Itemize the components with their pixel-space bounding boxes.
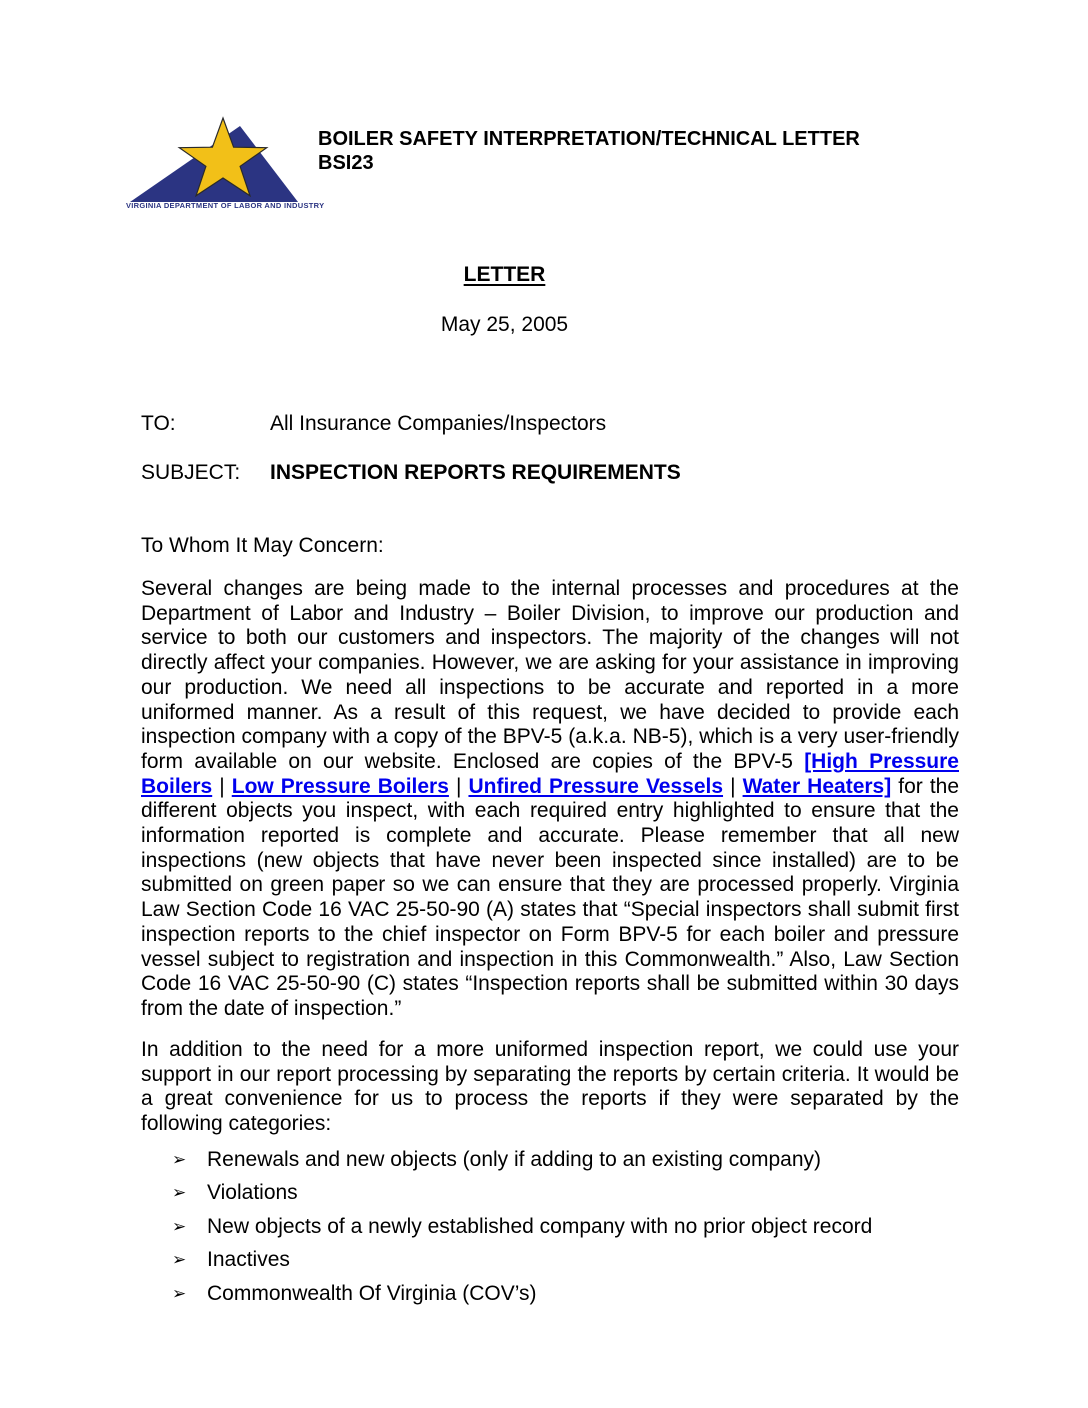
- paragraph-text: Several changes are being made to the internal processes and procedures at the Department of Labor and Industry – Boiler Division, to improve our production and service to both our customers and inspectors. The majority of the changes will not directly affect your companies. However, we are asking for your assistance in improving our production. We need all inspections to be accurate and reported in a more uniformed manner. As a result of this request, we have decided to provide each inspection company with a copy of the BPV-5 (a.k.a. NB-5), which is a very user-friendly form available on our website. Enclosed are copies of the BPV-5: [141, 577, 959, 773]
- bullet-item: [141, 1148, 959, 1173]
- bullet-text: New objects of a newly established company with no prior object record: [207, 1214, 873, 1238]
- link-separator: |: [723, 774, 743, 798]
- subject-row: [141, 461, 681, 486]
- arrow-bullet-icon: ➢: [172, 1283, 187, 1303]
- category-list: [141, 1148, 959, 1315]
- low-pressure-boilers-link[interactable]: Low Pressure Boilers: [231, 774, 449, 798]
- to-value: All Insurance Companies/Inspectors: [270, 412, 607, 435]
- subject-value: INSPECTION REPORTS REQUIREMENTS: [270, 461, 681, 484]
- bullet-item: [141, 1282, 959, 1307]
- document-title-line1: BOILER SAFETY INTERPRETATION/TECHNICAL LETTER: [318, 128, 860, 150]
- agency-logo-graphic: [126, 112, 308, 204]
- bullet-text: Renewals and new objects (only if adding to an existing company): [207, 1148, 822, 1171]
- bullet-item: [141, 1248, 959, 1273]
- arrow-bullet-icon: ➢: [172, 1150, 187, 1169]
- letter-heading: [141, 263, 868, 288]
- letter-date: May 25, 2005: [440, 313, 569, 336]
- logo-caption: VIRGINIA DEPARTMENT OF LABOR AND INDUSTRY: [126, 201, 325, 210]
- arrow-bullet-icon: ➢: [172, 1183, 187, 1203]
- body-paragraph-2: In addition to the need for a more uniformed inspection report, we could use your support in our report processing by separating the reports by certain criteria. It would be a great convenience for us to process the reports if they were separated by the following categories:: [141, 1038, 959, 1136]
- bullet-item: [141, 1215, 959, 1240]
- document-title: [318, 127, 860, 175]
- arrow-bullet-icon: ➢: [172, 1250, 187, 1270]
- link-separator: |: [448, 774, 469, 798]
- water-heaters-link[interactable]: Water Heaters]: [742, 774, 892, 798]
- to-label: TO:: [141, 412, 176, 435]
- document-title-line2: BSI23: [318, 152, 374, 174]
- agency-logo: [126, 112, 325, 210]
- letter-heading-text: LETTER: [463, 263, 546, 286]
- subject-label: SUBJECT:: [141, 461, 241, 484]
- unfired-pressure-vessels-link[interactable]: Unfired Pressure Vessels: [468, 774, 724, 798]
- bullet-text: Violations: [207, 1181, 298, 1205]
- bullet-text: Inactives: [207, 1248, 290, 1272]
- body-paragraph-1: [141, 577, 959, 1022]
- link-separator: |: [212, 774, 232, 798]
- to-row: [141, 412, 606, 437]
- salutation: To Whom It May Concern:: [141, 534, 384, 557]
- high-pressure-boilers-link[interactable]: [High Pressure Boilers: [141, 749, 959, 798]
- arrow-bullet-icon: ➢: [172, 1216, 187, 1236]
- bullet-item: [141, 1181, 959, 1206]
- bullet-text: Commonwealth Of Virginia (COV’s): [207, 1281, 537, 1305]
- paragraph-text: for the different objects you inspect, with each required entry highlighted to ensure that the information reported is complete and accurate. Please remember that all new inspections (new objects that have never been inspected since installed) are to be submitted on green paper so we can ensure that they are processed properly. Virginia Law Section Code 16 VAC 25-50-90 (A) states that “Special inspectors shall submit first inspection reports to the chief inspector on Form BPV-5 for each boiler and pressure vessel subject to registration and inspection in this Commonwealth.” Also, Law Section Code 16 VAC 25-50-90 (C) states “Inspection reports shall be submitted within 30 days from the date of inspection.”: [141, 774, 960, 1020]
